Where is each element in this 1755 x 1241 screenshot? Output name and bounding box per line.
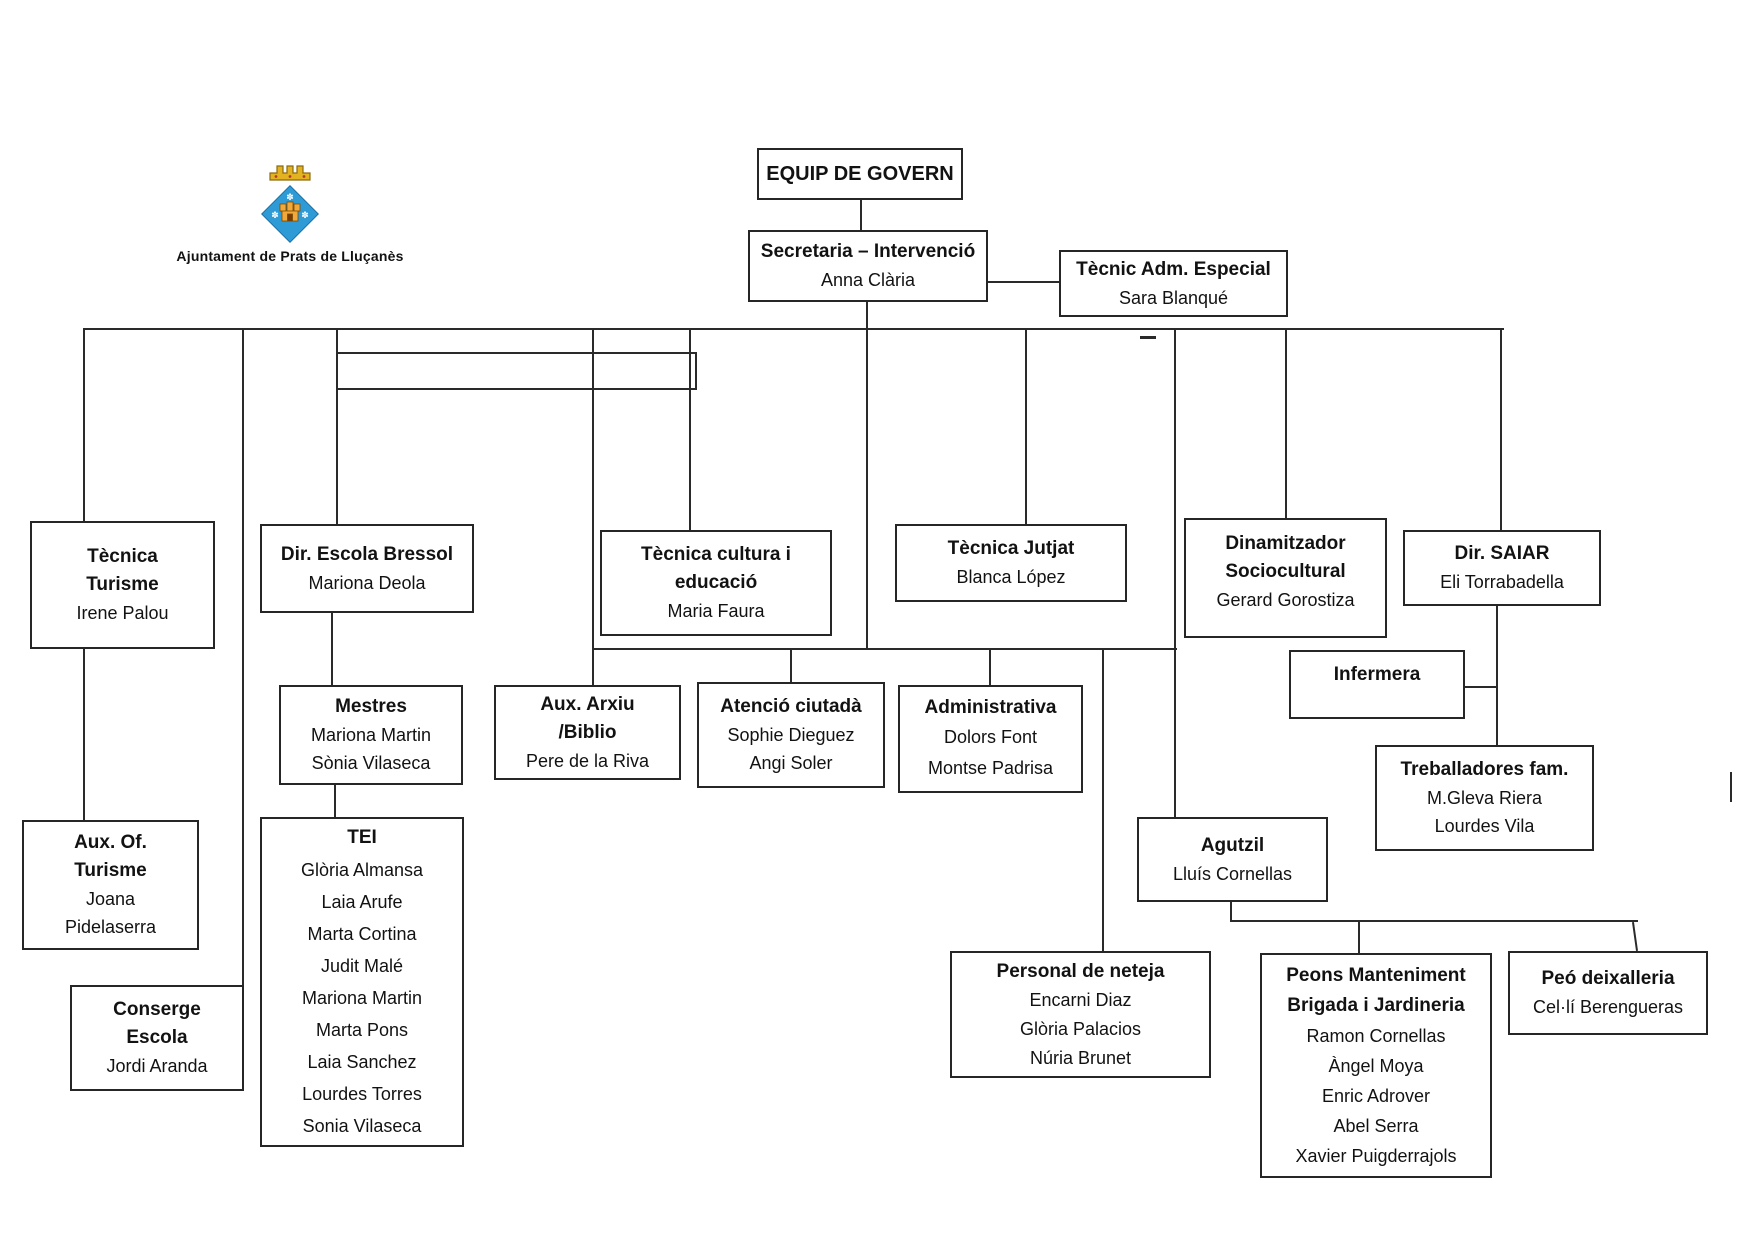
node-title: Personal de neteja — [996, 960, 1165, 982]
person-name: Lourdes Vila — [1434, 816, 1535, 836]
person-name: Pere de la Riva — [525, 750, 650, 771]
node-dinamitzador-sociocultural — [1184, 518, 1387, 638]
node-title: Brigada i Jardineria — [1287, 994, 1465, 1016]
node-title: Dir. SAIAR — [1454, 543, 1550, 564]
person-name: Àngel Moya — [1328, 1055, 1424, 1076]
connector-line — [1174, 330, 1176, 817]
node-infermera — [1289, 650, 1465, 719]
person-name: M.Gleva Riera — [1426, 788, 1543, 808]
connector-line — [988, 281, 1059, 283]
node-title: Peó deixalleria — [1541, 968, 1675, 989]
node-treballadores-familiars — [1375, 745, 1594, 851]
node-tecnic-adm-especial — [1059, 250, 1288, 317]
node-secretaria-intervencio — [748, 230, 988, 302]
svg-text:✽: ✽ — [301, 210, 309, 220]
connector-line — [83, 649, 85, 820]
person-name: Mariona Martin — [310, 725, 432, 745]
connector-line — [337, 352, 697, 354]
person-name: Cel·lí Berengueras — [1532, 997, 1684, 1017]
person-name: Sara Blanqué — [1118, 287, 1229, 308]
node-peo-deixalleria — [1508, 951, 1708, 1035]
connector-line — [592, 330, 594, 685]
connector-line — [1102, 650, 1104, 951]
connector-line — [866, 330, 868, 648]
node-title: Secretaria – Intervenció — [760, 241, 976, 262]
person-name: Angi Soler — [749, 753, 833, 773]
person-name: Gerard Gorostiza — [1216, 590, 1355, 610]
node-title: Atenció ciutadà — [720, 696, 862, 717]
person-name: Ramon Cornellas — [1306, 1025, 1446, 1046]
person-name: Montse Padrisa — [927, 758, 1054, 778]
node-conserge-escola — [70, 985, 244, 1091]
connector-line — [337, 388, 697, 390]
node-title: Turisme — [86, 574, 159, 595]
node-title: Aux. Arxiu — [540, 693, 635, 715]
connector-line — [83, 330, 85, 521]
node-title: Infermera — [1333, 664, 1421, 685]
person-name: Lourdes Torres — [302, 1084, 422, 1104]
person-name: Eli Torrabadella — [1440, 572, 1564, 592]
svg-text:✽: ✽ — [286, 192, 294, 202]
person-name: Encarni Diaz — [1029, 989, 1132, 1010]
node-title: /Biblio — [558, 721, 617, 743]
person-name: Sophie Dieguez — [727, 725, 855, 745]
node-equip-de-govern — [757, 148, 963, 200]
node-title: Administrativa — [924, 697, 1057, 718]
connector-bus — [592, 648, 1177, 650]
stray-dash — [1140, 336, 1156, 339]
connector-line — [1230, 920, 1638, 922]
person-name: Anna Clària — [820, 270, 916, 290]
connector-bus — [83, 328, 1504, 330]
person-name: Núria Brunet — [1029, 1047, 1132, 1068]
node-tei — [260, 817, 464, 1147]
connector-line — [1025, 330, 1027, 524]
connector-line — [1632, 922, 1638, 951]
node-title: Escola — [126, 1027, 188, 1048]
logo-caption: Ajuntament de Prats de Lluçanès — [176, 248, 404, 264]
connector-line — [1358, 922, 1360, 953]
person-name: Jordi Aranda — [106, 1056, 208, 1076]
coat-of-arms — [256, 158, 324, 248]
person-name: Glòria Almansa — [300, 860, 424, 880]
person-name: Abel Serra — [1333, 1115, 1419, 1136]
node-agutzil — [1137, 817, 1328, 902]
node-title: Sociocultural — [1225, 561, 1346, 582]
node-title: TEI — [347, 827, 377, 848]
connector-line — [334, 785, 336, 817]
node-aux-of-turisme — [22, 820, 199, 950]
person-name: Xavier Puigderrajols — [1295, 1145, 1457, 1166]
person-name: Mariona Deola — [308, 572, 426, 593]
connector-line — [1500, 330, 1502, 530]
person-name: Maria Faura — [667, 601, 765, 621]
node-title: Tècnica — [87, 546, 158, 567]
connector-line — [866, 302, 868, 329]
svg-text:✽: ✽ — [271, 210, 279, 220]
person-name: Sònia Vilaseca — [311, 753, 431, 773]
node-title: Agutzil — [1200, 834, 1265, 856]
node-title: EQUIP DE GOVERN — [766, 163, 954, 185]
stray-tick — [1730, 772, 1732, 802]
connector-line — [790, 650, 792, 682]
node-title: Tècnica Jutjat — [947, 538, 1075, 559]
person-name: Marta Pons — [315, 1020, 409, 1040]
node-tecnica-cultura-educacio — [600, 530, 832, 636]
node-dir-escola-bressol — [260, 524, 474, 613]
node-title: Mestres — [335, 696, 407, 717]
node-administrativa — [898, 685, 1083, 793]
person-name: Marta Cortina — [307, 924, 417, 944]
person-name: Joana — [85, 889, 136, 909]
node-mestres — [279, 685, 463, 785]
connector-line — [695, 352, 697, 390]
node-title: Tècnic Adm. Especial — [1076, 258, 1271, 280]
connector-line — [1465, 686, 1496, 688]
person-name: Sonia Vilaseca — [302, 1116, 422, 1136]
person-name: Judit Malé — [320, 956, 404, 976]
connector-line — [1285, 330, 1287, 518]
connector-line — [1496, 606, 1498, 745]
person-name: Enric Adrover — [1321, 1085, 1431, 1106]
person-name: Blanca López — [956, 567, 1066, 587]
coat-of-arms-graphic — [256, 158, 324, 248]
person-name: Mariona Martin — [301, 988, 423, 1008]
node-title: Tècnica cultura i — [641, 544, 791, 565]
connector-line — [331, 613, 333, 685]
node-title: Turisme — [74, 860, 147, 881]
node-dir-saiar — [1403, 530, 1601, 606]
connector-line — [989, 650, 991, 685]
connector-line — [242, 330, 244, 985]
node-title: Peons Manteniment — [1286, 964, 1466, 986]
connector-line — [860, 200, 862, 231]
person-name: Irene Palou — [76, 603, 169, 623]
person-name: Laia Arufe — [321, 892, 403, 912]
person-name: Lluís Cornellas — [1172, 863, 1293, 884]
connector-line — [1230, 902, 1232, 922]
person-name: Laia Sanchez — [307, 1052, 417, 1072]
node-personal-de-neteja — [950, 951, 1211, 1078]
node-title: Dir. Escola Bressol — [280, 543, 454, 565]
node-aux-arxiu-biblio — [494, 685, 681, 780]
connector-line — [336, 330, 338, 524]
node-title: Treballadores fam. — [1400, 759, 1569, 780]
node-title: Aux. Of. — [74, 832, 147, 853]
person-name: Pidelaserra — [64, 917, 157, 937]
node-atencio-ciutada — [697, 682, 885, 788]
node-tecnica-jutjat — [895, 524, 1127, 602]
node-tecnica-turisme — [30, 521, 215, 649]
person-name: Dolors Font — [943, 727, 1038, 747]
node-title: educació — [674, 572, 758, 593]
node-title: Conserge — [113, 999, 201, 1020]
person-name: Glòria Palacios — [1019, 1018, 1142, 1039]
castle-icon — [280, 202, 300, 221]
node-title: Dinamitzador — [1225, 533, 1346, 554]
node-peons-manteniment — [1260, 953, 1492, 1178]
connector-line — [689, 330, 691, 530]
